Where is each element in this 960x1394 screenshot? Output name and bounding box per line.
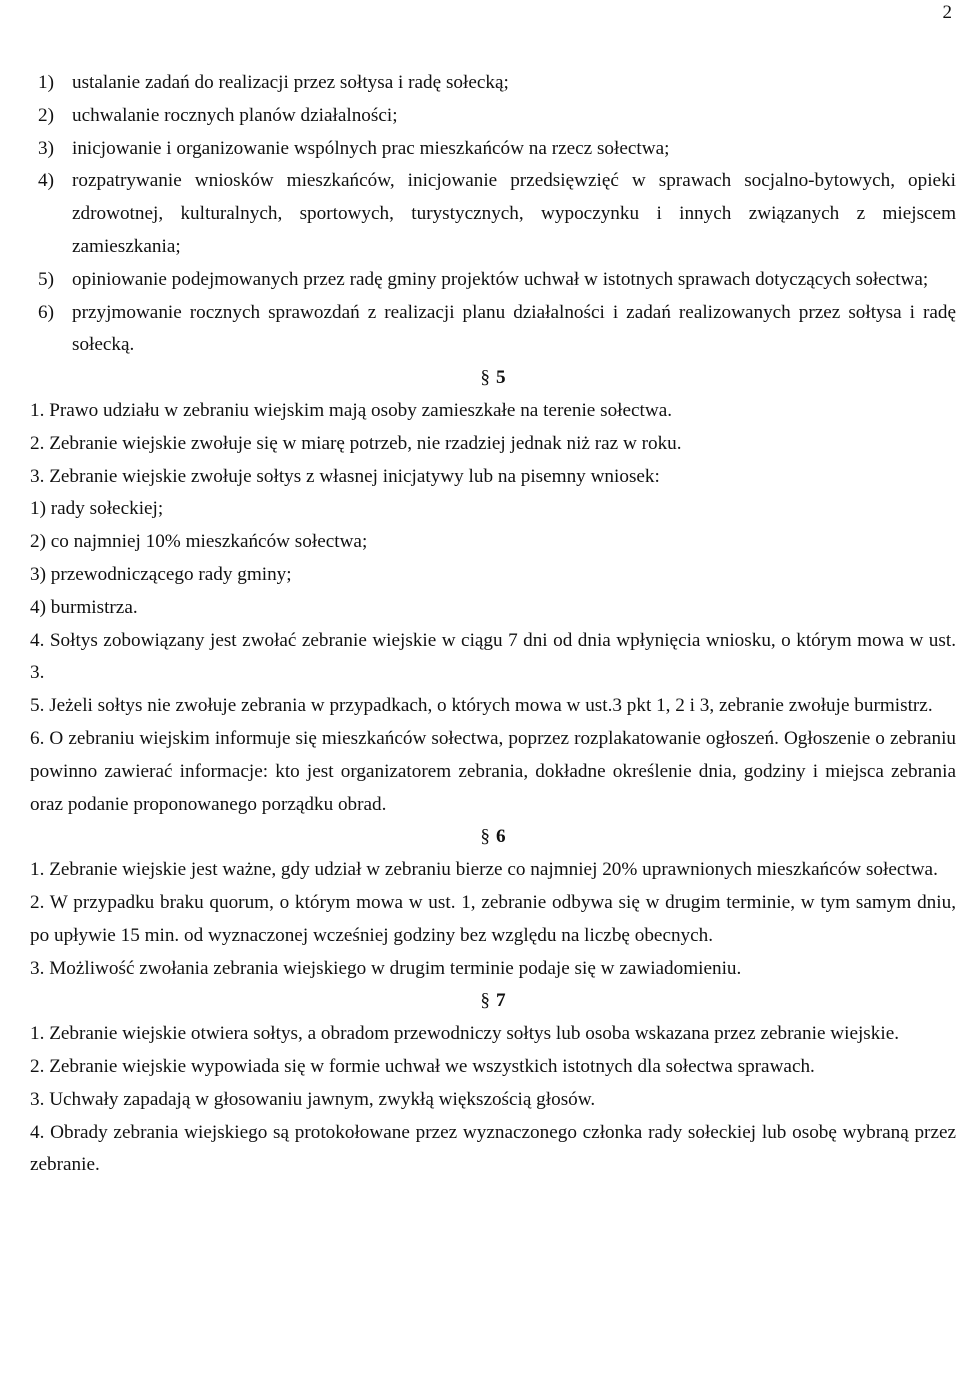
paragraph: 1. Prawo udziału w zebraniu wiejskim mają osoby zamieszkałe na terenie sołectwa. bbox=[30, 399, 673, 421]
powers-list bbox=[30, 67, 956, 362]
paragraph: 6. O zebraniu wiejskim informuje się mieszkańców sołectwa, poprzez rozplakatowanie ogłoszeń. Ogłoszenie o zebraniu powinno zawierać informacje: kto jest organizatorem zebrania, dokładne określenie dnia, godziny i miejsca zebrania oraz podanie proponowanego porządku obrad. bbox=[30, 727, 956, 815]
paragraph: 3. Możliwość zwołania zebrania wiejskiego w drugim terminie podaje się w zawiadomieniu. bbox=[30, 957, 742, 979]
paragraph: 5. Jeżeli sołtys nie zwołuje zebrania w przypadkach, o których mowa w ust.3 pkt 1, 2 i 3, zebranie zwołuje burmistrz. bbox=[30, 695, 933, 717]
list-item: 3) inicjowanie i organizowanie wspólnych prac mieszkańców na rzecz sołectwa; bbox=[38, 137, 670, 159]
paragraph: 4. Sołtys zobowiązany jest zwołać zebranie wiejskie w ciągu 7 dni od dnia wpłynięcia wniosku, o którym mowa w ust. 3. bbox=[30, 629, 956, 684]
list-item: 5) opiniowanie podejmowanych przez radę gminy projektów uchwał w istotnych sprawach dotyczących sołectwa; bbox=[38, 268, 929, 290]
list-item: 6) przyjmowanie rocznych sprawozdań z realizacji planu działalności i zadań realizowanych przez sołtysa i radę sołecką. bbox=[38, 301, 956, 356]
list-item: 2) uchwalanie rocznych planów działalności; bbox=[38, 104, 398, 126]
page-number: 2 bbox=[942, 2, 952, 23]
paragraph: 1. Zebranie wiejskie jest ważne, gdy udział w zebraniu bierze co najmniej 20% uprawnionych mieszkańców sołectwa. bbox=[30, 859, 938, 881]
paragraph: 3. Zebranie wiejskie zwołuje sołtys z własnej inicjatywy lub na pisemny wniosek: bbox=[30, 465, 660, 487]
list-item: 4) burmistrza. bbox=[30, 596, 138, 618]
paragraph: 1. Zebranie wiejskie otwiera sołtys, a obradom przewodniczy sołtys lub osoba wskazana przez zebranie wiejskie. bbox=[30, 1023, 900, 1045]
list-item: 4) rozpatrywanie wniosków mieszkańców, inicjowanie przedsięwzięć w sprawach socjalno-bytowych, opieki zdrowotnej, kulturalnych, sportowych, turystycznych, wypoczynku i innych związanych z miejscem zamieszkania; bbox=[38, 170, 956, 257]
list-item: 1) ustalanie zadań do realizacji przez sołtysa i radę sołecką; bbox=[38, 72, 509, 93]
paragraph: 2. Zebranie wiejskie wypowiada się w formie uchwał we wszystkich istotnych dla sołectwa sprawach. bbox=[30, 1055, 815, 1077]
paragraph: 4. Obrady zebrania wiejskiego są protokołowane przez wyznaczonego członka rady sołeckiej lub osobę wybraną przez zebranie. bbox=[30, 1121, 956, 1176]
list-item: 3) przewodniczącego rady gminy; bbox=[30, 563, 292, 585]
section-heading-5: § 5 bbox=[480, 367, 506, 389]
section-heading-6: § 6 bbox=[480, 826, 506, 848]
document-body bbox=[30, 67, 956, 1182]
list-item: 1) rady sołeckiej; bbox=[30, 498, 164, 520]
paragraph: 2. W przypadku braku quorum, o którym mowa w ust. 1, zebranie odbywa się w drugim terminie, w tym samym dniu, po upływie 15 min. od wyznaczonej wcześniej godziny bez względu na liczbę obecnych. bbox=[30, 891, 956, 946]
section-heading-7: § 7 bbox=[480, 990, 506, 1012]
paragraph: 3. Uchwały zapadają w głosowaniu jawnym, zwykłą większością głosów. bbox=[30, 1088, 596, 1110]
paragraph: 2. Zebranie wiejskie zwołuje się w miarę potrzeb, nie rzadziej jednak niż raz w roku. bbox=[30, 432, 682, 454]
list-item: 2) co najmniej 10% mieszkańców sołectwa; bbox=[30, 531, 368, 553]
